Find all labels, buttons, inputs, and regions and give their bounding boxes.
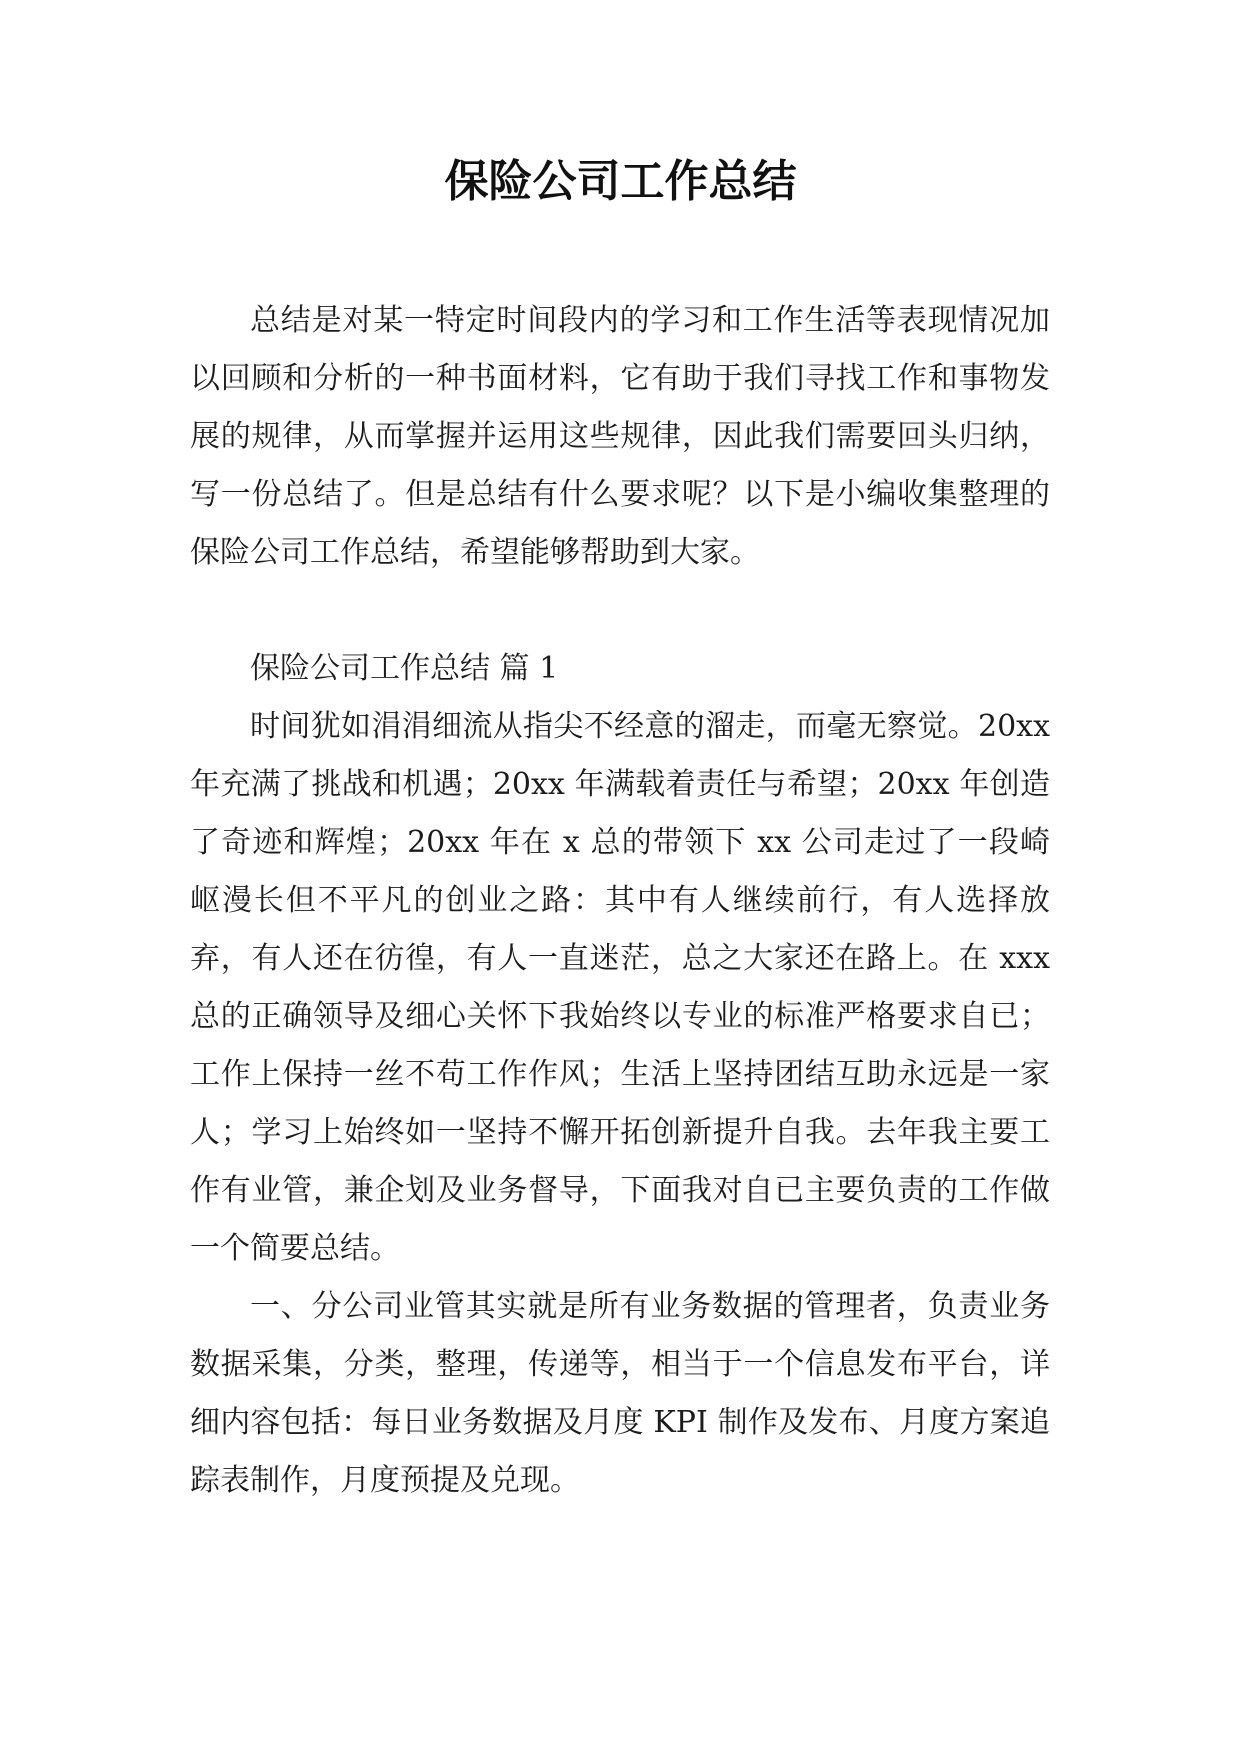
body-paragraph-2: 一、分公司业管其实就是所有业务数据的管理者，负责业务数据采集，分类，整理，传递等，相当于一个信息发布平台，详细内容包括：每日业务数据及月度 KPI 制作及发布、月度方案追踪表制作，月度预提及兑现。 xyxy=(190,1289,1050,1498)
paragraph-gap xyxy=(190,582,1050,640)
document-title: 保险公司工作总结 xyxy=(444,156,797,207)
document-body xyxy=(190,292,1050,1510)
section-heading: 保险公司工作总结 篇 1 xyxy=(250,651,559,686)
body-paragraph-1: 时间犹如涓涓细流从指尖不经意的溜走，而毫无察觉。20xx 年充满了挑战和机遇；20xx 年满载着责任与希望；20xx 年创造了奇迹和辉煌；20xx 年在 x 总的带领下 xx 公司走过了一段崎岖漫长但不平凡的创业之路：其中有人继续前行，有人选择放弃，有人还在彷徨，有人一直迷茫，总之大家还在路上。在 xxx 总的正确领导及细心关怀下我始终以专业的标准严格要求自已；工作上保持一丝不苟工作作风；生活上坚持团结互助永远是一家人；学习上始终如一坚持不懈开拓创新提升自我。去年我主要工作有业管，兼企划及业务督导，下面我对自已主要负责的工作做一个简要总结。 xyxy=(190,709,1050,1266)
intro-paragraph: 总结是对某一特定时间段内的学习和工作生活等表现情况加以回顾和分析的一种书面材料，它有助于我们寻找工作和事物发展的规律，从而掌握并运用这些规律，因此我们需要回头归纳，写一份总结了。但是总结有什么要求呢？以下是小编收集整理的保险公司工作总结，希望能够帮助到大家。 xyxy=(190,303,1050,570)
